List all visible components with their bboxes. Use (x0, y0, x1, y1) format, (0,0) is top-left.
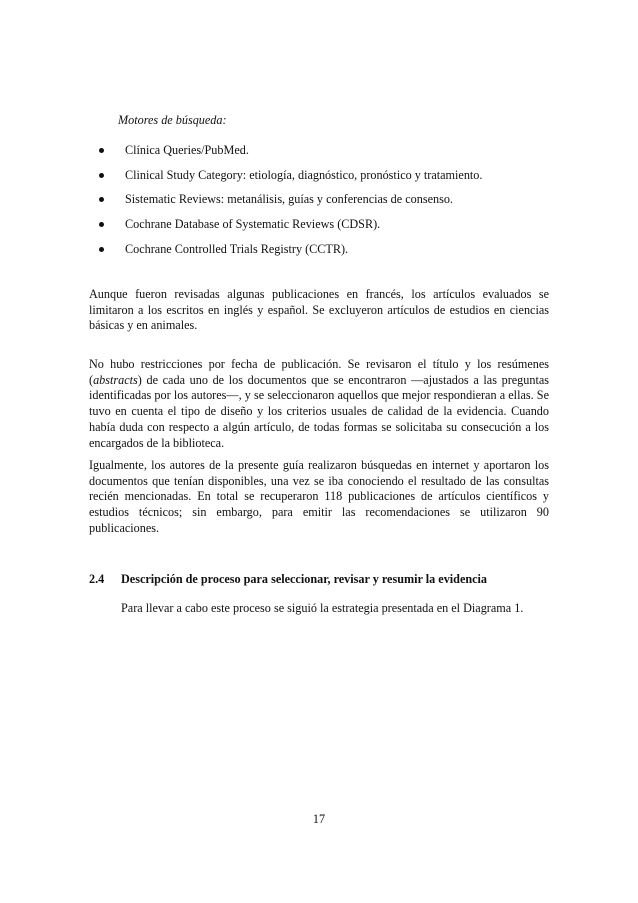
section-number: 2.4 (89, 572, 105, 586)
list-item (96, 212, 482, 237)
paragraph-text: ) de cada uno de los documentos que se encontraron —ajustados a las preguntas identificadas por los autores—, y se seleccionaron aquellos que mejor respondieran a ellas. Se tuvo en cuenta el tipo de diseño y los criterios usuales de calidad de la evidencia. Cuando había duda con respecto a algún artículo, de todas formas se solicitaba su consecución a los encargados de la biblioteca. (89, 372, 549, 450)
paragraph-languages: Aunque fueron revisadas algunas publicaciones en francés, los artículos evaluados se limitaron a los escritos en inglés y español. Se excluyeron artículos de estudios en ciencias básicas y en animales. (89, 287, 549, 333)
search-engines-list (96, 138, 482, 261)
paragraph-text: No hubo restricciones por fecha de publicación. Se revisaron el título y los resúmenes ( (89, 357, 549, 387)
list-item-text: Clínica Queries/PubMed. (125, 143, 249, 157)
bullet-icon (99, 148, 104, 153)
list-item-text: Clinical Study Category: etiología, diagnóstico, pronóstico y tratamiento. (125, 167, 483, 182)
bullet-icon (99, 197, 104, 202)
search-engines-heading: Motores de búsqueda: (118, 113, 227, 127)
list-item-text: Cochrane Controlled Trials Registry (CCTR). (125, 241, 349, 256)
paragraph-internet-search: Igualmente, los autores de la presente guía realizaron búsquedas en internet y aportaron los documentos que tenían disponibles, una vez se iba conociendo el resultado de las consultas recién mencionadas. En total se recuperaron 118 publicaciones de artículos científicos y estudios técnicos; sin embargo, para emitir las recomendaciones se utilizaron 90 publicaciones. (89, 458, 549, 535)
list-item-text: Sistematic Reviews: metanálisis, guías y conferencias de consenso. (125, 192, 453, 207)
list-item-text: Cochrane Database of Systematic Reviews (CDSR). (125, 217, 381, 232)
section-intro: Para llevar a cabo este proceso se siguió la estrategia presentada en el Diagrama 1. (121, 601, 524, 615)
bullet-icon (99, 222, 104, 227)
section-heading (89, 572, 487, 587)
bullet-icon (99, 173, 104, 178)
list-item (96, 237, 482, 262)
bullet-icon (99, 247, 104, 252)
paragraph-restrictions (89, 357, 549, 451)
list-item (96, 163, 482, 188)
list-item (96, 187, 482, 212)
page-number: 17 (312, 812, 326, 826)
list-item (96, 138, 482, 163)
section-title: Descripción de proceso para seleccionar, revisar y resumir la evidencia (121, 572, 488, 586)
emphasis-text: abstracts (93, 372, 138, 387)
